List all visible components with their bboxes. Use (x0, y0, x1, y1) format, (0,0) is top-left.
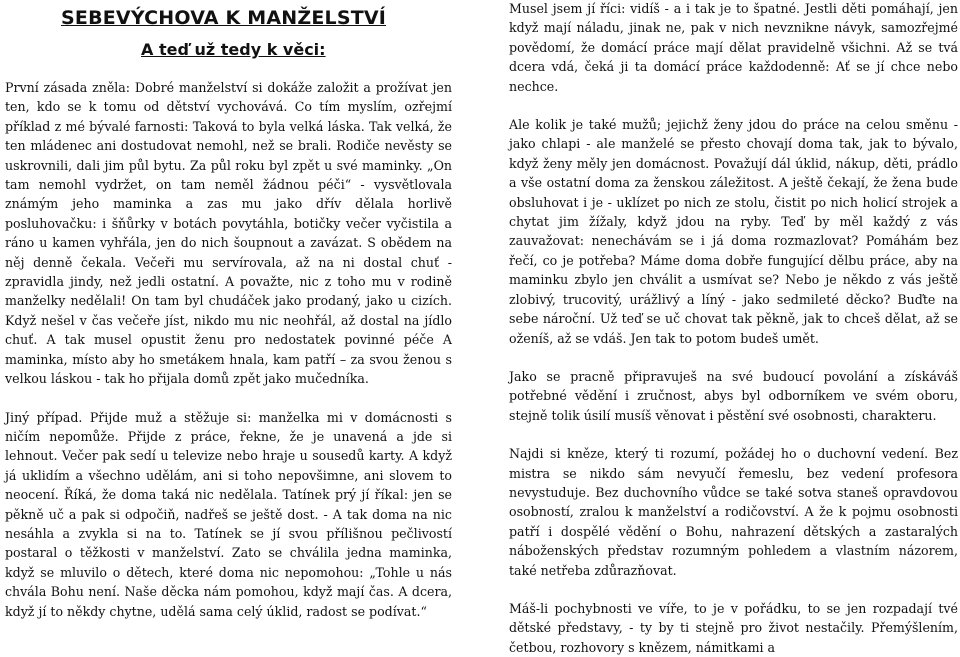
left-column (5, 0, 452, 621)
section-subtitle: A teď už tedy k věci: (141, 40, 326, 59)
right-paragraph-4: Najdi si kněze, který ti rozumí, požádej ho o duchovní vedení. Bez mistra se nikdo sám nevyučí řemeslu, bez vedení profesora nevystuduje. Bez duchovního vůdce se také sotva staneš opravdovou osobností, zralou k manželství a rodičovství. A že k pojmu osobnosti patří i dospělé vědění o Bohu, nahrazení dětských a zastaralých náboženských představ rozumným pohledem a vlastním názorem, také netřeba zdůrazňovat. (509, 446, 958, 578)
right-paragraph-3: Jako se pracně připravuješ na své budoucí povolání a získáváš potřebné vědění i zručnost, abys byl odborníkem ve svém oboru, stejně tolik úsilí musíš věnovat i pěstění své osobnosti, charakteru. (509, 368, 958, 423)
page-title: SEBEVÝCHOVA K MANŽELSTVÍ (61, 7, 387, 29)
right-column (509, 0, 958, 657)
left-paragraph-1: První zásada zněla: Dobré manželství si dokáže založit a prožívat jen ten, kdo se k tomu od dětství vychovává. Co tím myslím, ozřejmí příklad z mé bývalé farnosti: Taková to byla velká láska. Tak velká, že ten mládenec ani dostudovat nemohl, než se brali. Rodiče nevěsty se uskrovnili, dali jim půl bytu. Za půl roku byl zpět u své maminky. „On tam nemohl vydržet, on tam neměl žádnou péči“ - vysvětlovala známým jeho maminka a zas mu jako dřív dělala horlivě posluhovačku: i šňůrky v botách povytáhla, botičky večer vyčistila a ráno u kamen vyhřála, jen do nich šoupnout a zavázat. S obědem na něj denně čekala. Večeři mu servírovala, až na ni dostal chuť - zpravidla jindy, než jedli ostatní. A považte, nic z toho mu v rodině manželky nedělali! On tam byl chudáček jako prodaný, jako u cizích. Když nešel v čas večeře jíst, nikdo mu nic neohřál, až dostal na jídlo chuť. A tak musel opustit ženu pro nedostatek povinné péče A maminka, místo aby ho smetákem hnala, kam patří – za svou ženou s velkou láskou - tak ho přijala domů zpět jako mučedníka. (5, 80, 452, 387)
right-paragraph-1: Musel jsem jí říci: vidíš - a i tak je to špatné. Jestli děti pomáhají, jen když mají náladu, jinak ne, pak v nich nevznikne návyk, samozřejmé povědomí, že domácí práce mají dělat pravidelně všichni. Až se tvá dcera vdá, čeká ji ta domácí práce každodenně: Ať se jí chce nebo nechce. (509, 1, 958, 94)
right-paragraph-2: Ale kolik je také mužů; jejichž ženy jdou do práce na celou směnu - jako chlapi - ale manželé se přesto chovají doma tak, jak to bývalo, když ženy měly jen domácnost. Považují dál úklid, nákup, děti, prádlo a vše ostatní doma za ženskou záležitost. A ještě čekají, že žena bude obsluhovat i je - uklízet po nich ze stolu, čistit po nich holicí strojek a chytat jim žížaly, když jdou na ryby. Teď by měl každý z vás zauvažovat: nenechávám se i já doma rozmazlovat? Pomáhám bez řečí, co je potřeba? Máme doma dobře fungující dělbu práce, aby na maminku zbylo jen chválit a usmívat se? Nebo je někdo z vás ještě zlobivý, trucovitý, urážlivý a líný - jako sedmileté děcko? Buďte na sebe nároční. Už teď se uč chovat tak pěkně, jak to chceš dělat, až se oženíš, až se vdáš. Jen tak to potom budeš umět. (509, 117, 958, 346)
left-paragraph-2: Jiný případ. Přijde muž a stěžuje si: manželka mi v domácnosti s ničím nepomůže. Přijde z práce, řekne, že je unavená a jde si lehnout. Večer pak sedí u televize nebo hraje u sousedů karty. A když já uklidím a všechno udělám, ani si toho nepovšimne, ani slovem to neocení. Říká, že doma taká nic nedělala. Tatínek prý jí říkal: jen se pěkně uč a pak si odpočiň, nadřeš se ještě dost. - A tak doma na nic nesáhla a zvykla si na to. Tatínek se jí svou přílišnou pečlivostí postaral o těžkosti v manželství. Zato se chválila jedna maminka, když se mluvilo o dětech, které doma nic nepomohou: „Tohle u nás chvála Bohu není. Naše děcka nám pomohou, když mají čas. A dcera, když jí to někdy chytne, udělá sama celý úklid, radost se podívat.“ (5, 409, 452, 619)
right-paragraph-5: Máš-li pochybnosti ve víře, to je v pořádku, to se jen rozpadají tvé dětské představy, - ty by ti stejně pro život nestačily. Přemýšlením, četbou, rozhovory s knězem, námitkami a (509, 600, 958, 655)
